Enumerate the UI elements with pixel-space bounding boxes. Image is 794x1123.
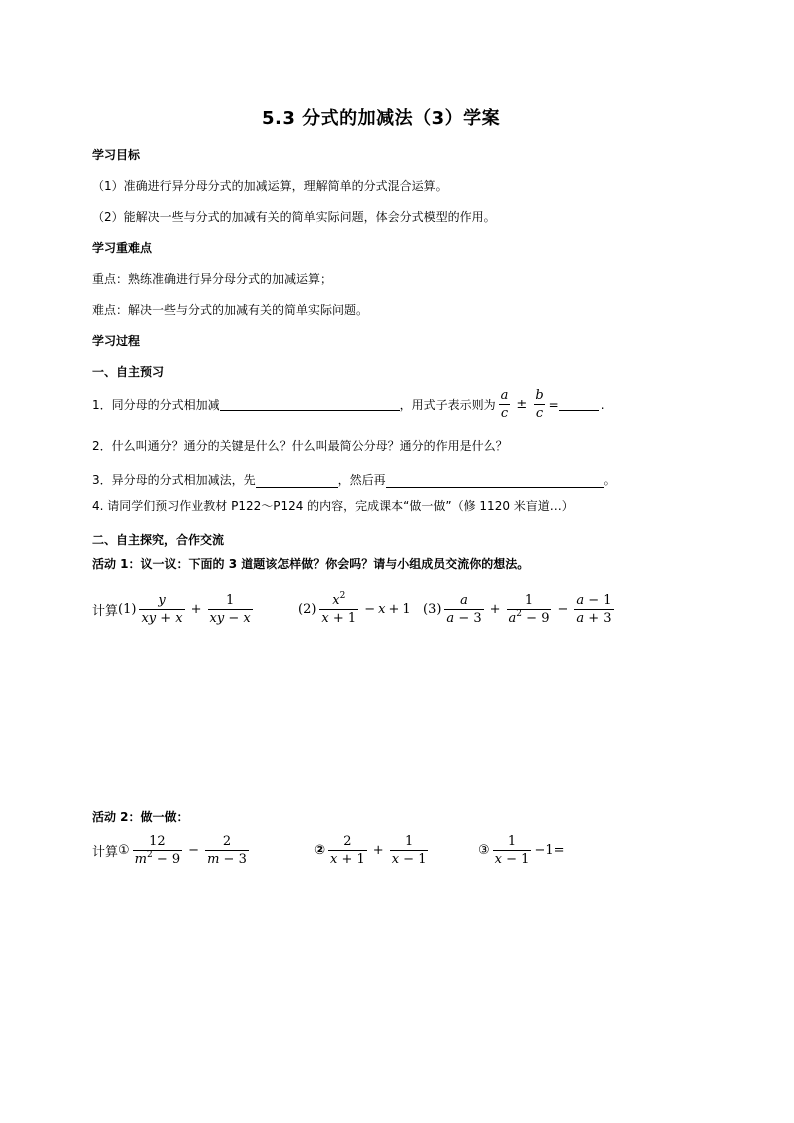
q1-prefix: 1．同分母的分式相加减 <box>92 398 220 412</box>
fraction: $\frac{y}{xy + x}$ <box>141 593 183 626</box>
activity2-heading: 活动 2：做一做： <box>92 810 189 824</box>
goal-2: （2）能解决一些与分式的加减有关的简单实际问题，体会分式模型的作用。 <box>92 210 496 224</box>
fraction: $\frac{1}{x - 1}$ <box>494 834 530 867</box>
problem-label: ③ <box>478 843 490 858</box>
fraction: $\frac{12}{m^2 - 9}$ <box>134 834 181 867</box>
problem-label: (3) <box>423 602 442 617</box>
math-expression: $\frac{12}{m^2 - 9}$ − $\frac{2}{m - 3}$ <box>134 834 247 867</box>
fraction: $\frac{a - 1}{a + 3}$ <box>576 593 612 626</box>
q1-formula: $\frac{a}{c}$ ± $\frac{b}{c}$ <box>500 388 544 421</box>
activity1-heading: 活动 1：议一议：下面的 3 道题该怎样做？你会吗？请与小组成员交流你的想法。 <box>92 557 530 571</box>
q1-blank-1[interactable] <box>220 398 400 411</box>
question-4: 4. 请同学们预习作业教材 P122～P124 的内容，完成课本“做一做”（修 1120 米盲道…） <box>92 499 574 513</box>
problem-label: (2) <box>298 602 317 617</box>
q3-middle: ，然后再 <box>337 473 386 487</box>
fraction: $\frac{1}{x - 1}$ <box>391 834 427 867</box>
problem-label: ② <box>314 843 326 858</box>
activity1-prefix: 计算 <box>92 604 119 619</box>
process-heading: 学习过程 <box>92 334 141 348</box>
fraction: $\frac{1}{xy - x}$ <box>209 593 251 626</box>
page-title: 5.3 分式的加减法（3）学案 <box>262 108 501 129</box>
activity1-problem-3 <box>423 593 617 626</box>
fraction: $\frac{2}{x + 1}$ <box>330 834 365 867</box>
math-expression: $\frac{2}{x + 1}$ + $\frac{1}{x - 1}$ <box>330 834 427 867</box>
q1-middle: ，用式子表示则为 <box>399 398 496 412</box>
math-expression: $\frac{y}{xy + x}$ + $\frac{1}{xy - x}$ <box>141 593 251 626</box>
difficulty-heading: 学习重难点 <box>92 241 153 255</box>
question-2: 2．什么叫通分？通分的关键是什么？什么叫最简公分母？通分的作用是什么？ <box>92 439 508 453</box>
part1-heading: 一、自主预习 <box>92 365 165 379</box>
key-point: 重点：熟练准确进行异分母分式的加减运算； <box>92 272 333 286</box>
difficult-point: 难点：解决一些与分式的加减有关的简单实际问题。 <box>92 303 369 317</box>
activity2-problem-1 <box>92 834 252 867</box>
activity1-problem-1 <box>92 593 256 626</box>
fraction: $\frac{a}{c}$ <box>500 388 509 421</box>
math-expression: $\frac{a}{a - 3}$ + $\frac{1}{a^2 - 9}$ − $\frac{a - 1}{a + 3}$ <box>446 593 612 626</box>
problem-tail: −1= <box>534 843 565 858</box>
math-expression <box>490 834 565 867</box>
part2-heading: 二、自主探究，合作交流 <box>92 533 225 547</box>
q3-prefix: 3．异分母的分式相加减法，先 <box>92 473 256 487</box>
activity2-problem-3 <box>478 834 565 867</box>
q3-blank-2[interactable] <box>386 475 604 488</box>
question-1 <box>92 388 605 421</box>
q3-blank-1[interactable] <box>256 475 338 488</box>
q1-end: . <box>600 397 605 412</box>
fraction: $\frac{1}{a^2 - 9}$ <box>508 593 550 626</box>
fraction: $\frac{x^2}{x + 1}$ <box>321 591 357 626</box>
q3-end: 。 <box>603 473 616 487</box>
fraction: $\frac{2}{m - 3}$ <box>207 834 247 867</box>
fraction: $\frac{a}{a - 3}$ <box>446 593 482 626</box>
question-3 <box>92 471 616 488</box>
activity1-problem-2 <box>298 593 411 626</box>
goals-heading: 学习目标 <box>92 148 141 162</box>
activity2-problem-2 <box>314 834 431 867</box>
goal-1: （1）准确进行异分母分式的加减运算，理解简单的分式混合运算。 <box>92 179 448 193</box>
q1-blank-2[interactable] <box>559 398 599 411</box>
activity2-prefix: 计算 <box>92 845 119 860</box>
problem-label: ① <box>118 843 130 858</box>
fraction: $\frac{b}{c}$ <box>535 388 544 421</box>
q1-equals: = <box>548 397 559 412</box>
problem-label: (1) <box>118 602 137 617</box>
math-expression: $\frac{x^2}{x + 1}$ − x + 1 <box>321 591 411 626</box>
